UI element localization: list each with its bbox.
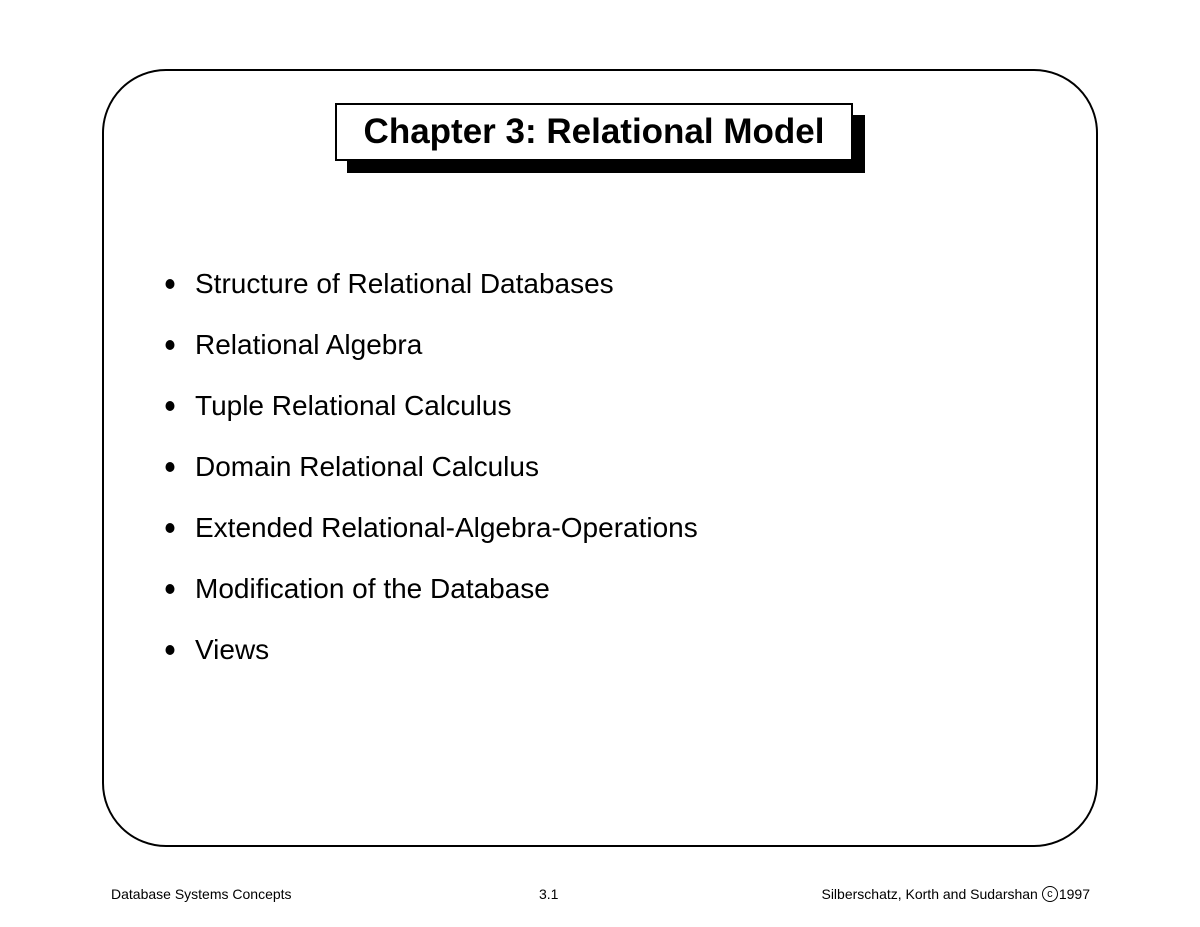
footer-book-title: Database Systems Concepts	[111, 886, 292, 902]
list-item	[163, 497, 698, 558]
slide-title: Chapter 3: Relational Model	[363, 112, 825, 151]
list-item	[163, 314, 698, 375]
list-item	[163, 619, 698, 680]
bullet-dot-icon	[166, 401, 175, 411]
list-item	[163, 436, 698, 497]
list-item-text: Relational Algebra	[195, 328, 423, 360]
footer-page-number: 3.1	[539, 886, 559, 902]
list-item-text: Structure of Relational Databases	[195, 267, 614, 299]
list-item-text: Views	[195, 633, 270, 665]
bullet-dot-icon	[166, 584, 175, 594]
bullet-dot-icon	[166, 340, 175, 350]
title-box	[335, 103, 853, 161]
list-item	[163, 253, 698, 314]
list-item	[163, 558, 698, 619]
list-item	[163, 375, 698, 436]
copyright-icon: c	[1042, 886, 1058, 902]
footer-credits	[821, 886, 1090, 902]
list-item-text: Extended Relational-Algebra-Operations	[195, 511, 698, 543]
footer-year: 1997	[1058, 886, 1090, 902]
bullet-dot-icon	[166, 462, 175, 472]
footer-authors: Silberschatz, Korth and Sudarshan	[821, 886, 1038, 902]
title-banner	[335, 103, 853, 161]
list-item-text: Tuple Relational Calculus	[195, 389, 512, 421]
bullet-dot-icon	[166, 523, 175, 533]
bullet-list	[163, 253, 698, 680]
list-item-text: Domain Relational Calculus	[195, 450, 539, 482]
bullet-dot-icon	[166, 279, 175, 289]
list-item-text: Modification of the Database	[195, 572, 550, 604]
bullet-dot-icon	[166, 645, 175, 655]
